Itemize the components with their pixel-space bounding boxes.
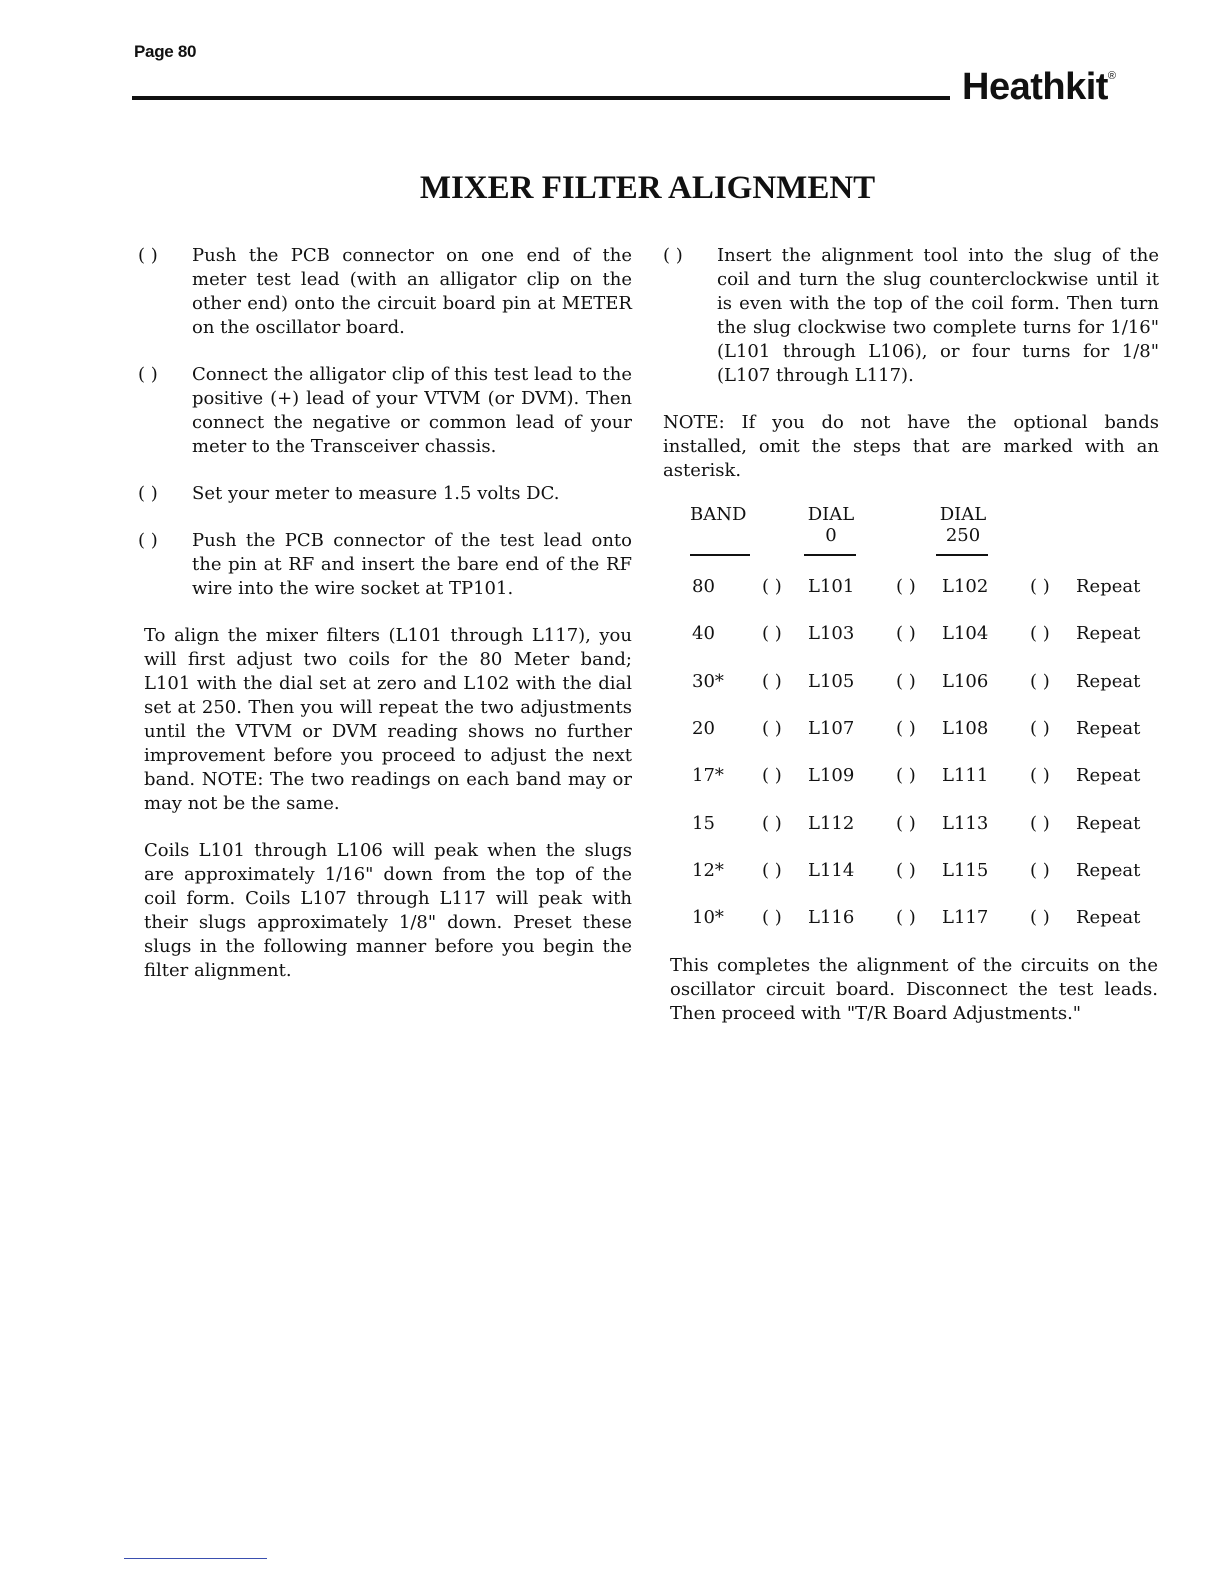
checkbox-b[interactable]: ( ) (896, 859, 916, 881)
coil-a: L105 (808, 670, 855, 692)
checkbox-repeat[interactable]: ( ) (1030, 812, 1050, 834)
checkbox-repeat[interactable]: ( ) (1030, 717, 1050, 739)
table-row (690, 576, 1160, 600)
step-checkbox[interactable]: ( ) (138, 483, 158, 504)
repeat-label: Repeat (1076, 812, 1141, 834)
band-cell: 12* (692, 859, 724, 881)
repeat-label: Repeat (1076, 576, 1141, 597)
footer-rule (124, 1558, 267, 1559)
band-header: BAND (690, 504, 747, 525)
checkbox-repeat[interactable]: ( ) (1030, 907, 1050, 929)
right-column (663, 244, 1159, 483)
step-checkbox[interactable]: ( ) (663, 245, 683, 266)
brand-name: Heathkit (962, 66, 1108, 108)
checkbox-a[interactable]: ( ) (762, 670, 782, 692)
header-underline (804, 554, 856, 556)
coil-b: L108 (942, 717, 989, 739)
step-checkbox[interactable]: ( ) (138, 245, 158, 266)
table-row (690, 623, 1160, 647)
table-row (690, 813, 1160, 837)
repeat-label: Repeat (1076, 623, 1141, 645)
coil-b: L113 (942, 812, 989, 834)
dial-250-header (936, 504, 990, 546)
coil-a: L116 (808, 907, 855, 929)
step-item (138, 363, 632, 459)
coil-b: L104 (942, 623, 989, 645)
header-rule (132, 96, 950, 100)
coil-a: L109 (808, 765, 855, 787)
table-row (690, 765, 1160, 789)
band-cell: 17* (692, 765, 724, 787)
checkbox-repeat[interactable]: ( ) (1030, 576, 1050, 597)
checkbox-b[interactable]: ( ) (896, 623, 916, 645)
dial-0-header (804, 504, 858, 546)
coil-a: L107 (808, 717, 855, 739)
checkbox-a[interactable]: ( ) (762, 859, 782, 881)
repeat-label: Repeat (1076, 907, 1141, 929)
dial-label: DIAL (939, 504, 987, 525)
repeat-label: Repeat (1076, 765, 1141, 787)
checkbox-a[interactable]: ( ) (762, 623, 782, 645)
checkbox-b[interactable]: ( ) (896, 907, 916, 929)
step-item (138, 529, 632, 601)
table-row (690, 860, 1160, 884)
coil-a: L114 (808, 859, 855, 881)
checkbox-b[interactable]: ( ) (896, 717, 916, 739)
coil-b: L102 (942, 576, 989, 597)
band-cell: 30* (692, 670, 724, 692)
dial-value-0: 0 (825, 525, 837, 546)
checkbox-a[interactable]: ( ) (762, 717, 782, 739)
page-title: MIXER FILTER ALIGNMENT (419, 170, 876, 206)
registered-mark: ® (1107, 70, 1116, 82)
header-underline (690, 554, 750, 556)
band-cell: 10* (692, 907, 724, 929)
checkbox-b[interactable]: ( ) (896, 812, 916, 834)
checkbox-repeat[interactable]: ( ) (1030, 670, 1050, 692)
coil-b: L117 (942, 907, 989, 929)
coil-b: L115 (942, 859, 989, 881)
checkbox-a[interactable]: ( ) (762, 765, 782, 787)
coil-b: L106 (942, 670, 989, 692)
checkbox-a[interactable]: ( ) (762, 907, 782, 929)
step-text: Set your meter to measure 1.5 volts DC. (192, 483, 560, 504)
coil-a: L101 (808, 576, 855, 597)
coil-a: L112 (808, 812, 855, 834)
step-checkbox[interactable]: ( ) (138, 364, 158, 385)
table-row (690, 671, 1160, 695)
dial-label: DIAL (807, 504, 855, 525)
checkbox-repeat[interactable]: ( ) (1030, 623, 1050, 645)
step-text: Connect the alligator clip of this test lead to the positive (+) lead of your VTVM (or DVM). Then connect the negative or common lead of your meter to the Transceiver chassis. (192, 364, 632, 457)
left-column (138, 244, 632, 1006)
note-paragraph: NOTE: If you do not have the optional bands installed, omit the steps that are marked with an asterisk. (663, 412, 1159, 481)
coil-paragraph: Coils L101 through L106 will peak when the slugs are approximately 1/16" down from the top of the coil form. Coils L107 through L117 will peak with their slugs approximately 1/8" down. Preset these slugs in the following manner before you begin the filter alignment. (144, 840, 632, 981)
repeat-label: Repeat (1076, 859, 1141, 881)
coil-b: L111 (942, 765, 989, 787)
page-number: Page 80 (134, 42, 197, 61)
intro-paragraph: To align the mixer filters (L101 through L117), you will first adjust two coils for the 80 Meter band; L101 with the dial set at zero and L102 with the dial set at 250. Then you will repeat the two adjustments until the VTVM or DVM reading shows no further improvement before you proceed to adjust the next band. NOTE: The two readings on each band may or may not be the same. (144, 625, 632, 814)
dial-value-250: 250 (945, 525, 981, 546)
coil-a: L103 (808, 623, 855, 645)
closing-paragraph: This completes the alignment of the circuits on the oscillator circuit board. Disconnect the test leads. Then proceed with "T/R Board Adjustments." (670, 955, 1158, 1024)
checkbox-a[interactable]: ( ) (762, 812, 782, 834)
checkbox-a[interactable]: ( ) (762, 576, 782, 597)
repeat-label: Repeat (1076, 717, 1141, 739)
step-item (138, 482, 632, 506)
step-text: Push the PCB connector on one end of the meter test lead (with an alligator clip on the other end) onto the circuit board pin at METER on the oscillator board. (192, 245, 632, 338)
checkbox-repeat[interactable]: ( ) (1030, 859, 1050, 881)
band-cell: 15 (692, 812, 715, 834)
checkbox-b[interactable]: ( ) (896, 670, 916, 692)
step-item (138, 244, 632, 340)
table-row (690, 718, 1160, 742)
checkbox-repeat[interactable]: ( ) (1030, 765, 1050, 787)
step-text: Push the PCB connector of the test lead onto the pin at RF and insert the bare end of the RF wire into the wire socket at TP101. (192, 530, 632, 599)
header-underline (936, 554, 988, 556)
repeat-label: Repeat (1076, 670, 1141, 692)
checkbox-b[interactable]: ( ) (896, 576, 916, 597)
band-cell: 40 (692, 623, 715, 645)
checkbox-b[interactable]: ( ) (896, 765, 916, 787)
step-checkbox[interactable]: ( ) (138, 530, 158, 551)
step-text: Insert the alignment tool into the slug of the coil and turn the slug counterclockwise until it is even with the top of the coil form. Then turn the slug clockwise two complete turns for 1/16" (L101 through L106), or four turns for 1/8" (L107 through L117). (717, 245, 1159, 386)
brand-logo (962, 66, 1116, 109)
band-cell: 80 (692, 576, 715, 597)
band-cell: 20 (692, 717, 715, 739)
table-row (690, 907, 1160, 931)
step-item (663, 244, 1159, 388)
